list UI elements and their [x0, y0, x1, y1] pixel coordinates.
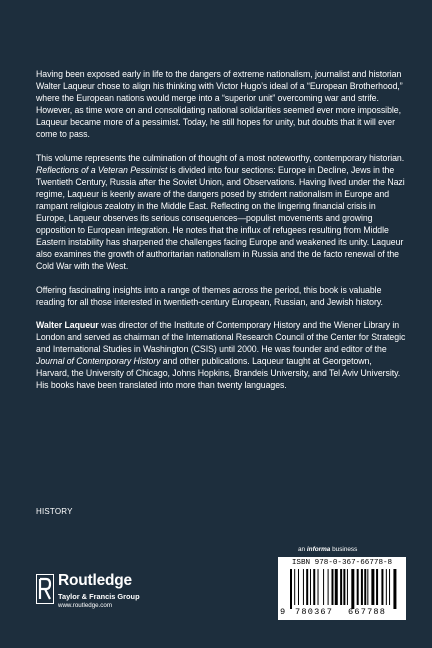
- bio-text-end: and other publications. Laqueur taught at Georgetown, Harvard, the University of Chicago, Johns Hopkins, Brandeis University, and Tel Aviv University. His books have been translated into more than twenty languages.: [36, 355, 401, 391]
- bio-text-start: was director of the Institute of Contemporary History and the Wiener Library in London and served as chairman of the International Research Council of the Center for Strategic and International Studies in Washington (CSIS) until 2000. He was founder and editor of the: [36, 319, 406, 354]
- informa-brand: informa: [306, 546, 331, 553]
- informa-prefix: an: [298, 546, 307, 553]
- book-title: Reflections of a Veteran Pessimist: [36, 164, 168, 175]
- publisher-name: Routledge: [58, 572, 132, 589]
- summary-text-start: This volume represents the culmination of thought of a most noteworthy, contemporary historian.: [36, 152, 405, 163]
- subject-category: HISTORY: [36, 507, 73, 516]
- publisher-block: [36, 572, 156, 622]
- blurb-paragraph-audience: Offering fascinating insights into a range of themes across the period, this book is valuable reading for all those interested in twentieth-century European, Russian, and Jewish history.: [36, 284, 383, 307]
- informa-suffix: business: [330, 546, 358, 553]
- author-bio: [36, 319, 406, 392]
- blurb-text: [36, 68, 406, 402]
- routledge-logo-icon: [36, 574, 54, 604]
- barcode-panel: [278, 557, 406, 620]
- journal-title: Journal of Contemporary History: [36, 355, 161, 366]
- barcode-icon: [287, 569, 399, 609]
- publisher-group: Taylor & Francis Group: [58, 592, 140, 601]
- author-name: Walter Laqueur: [36, 319, 99, 330]
- informa-tagline: [298, 546, 357, 553]
- ean-right-group: 667788: [348, 607, 387, 617]
- blurb-paragraph-intro: Having been exposed early in life to the dangers of extreme nationalism, journalist and historian Walter Laqueur chose to align his thinking with Victor Hugo’s ideal of a “European Brotherhood,” where the European nations would merge into a “superior unit” overcoming war and strife. However, as time wore on and consolidating national solidarities seemed ever more impossible, Laqueur became more of a pessimist. Today, he still hopes for unity, but doubts that it will ever come to pass.: [36, 69, 403, 140]
- ean-digits: [278, 607, 406, 619]
- isbn-text: ISBN 978-0-367-66778-8: [291, 559, 393, 567]
- ean-left-group: 780367: [295, 607, 334, 617]
- summary-text-end: is divided into four sections: Europe in Decline, Jews in the Twentieth Century, Russia after the Soviet Union, and Observations. Having lived under the Nazi regime, Laqueur is keenly aware of the dangers posed by strident nationalism in Europe and rampant religious zealotry in the Middle East. Reflecting on the lingering financial crisis in Europe, Laqueur observes its serious consequences—populist movements and growing opposition to European integration. He notes that the influx of refugees resulting from Middle Eastern instability has sharpened the challenges facing Europe and weakened its unity. Laqueur also examines the growth of authoritarian nationalism in Russia and the de facto renewal of the Cold War with the West.: [36, 164, 405, 272]
- ean-lead-digit: 9: [280, 607, 286, 617]
- blurb-paragraph-summary: [36, 152, 406, 273]
- publisher-url: www.routledge.com: [58, 602, 112, 609]
